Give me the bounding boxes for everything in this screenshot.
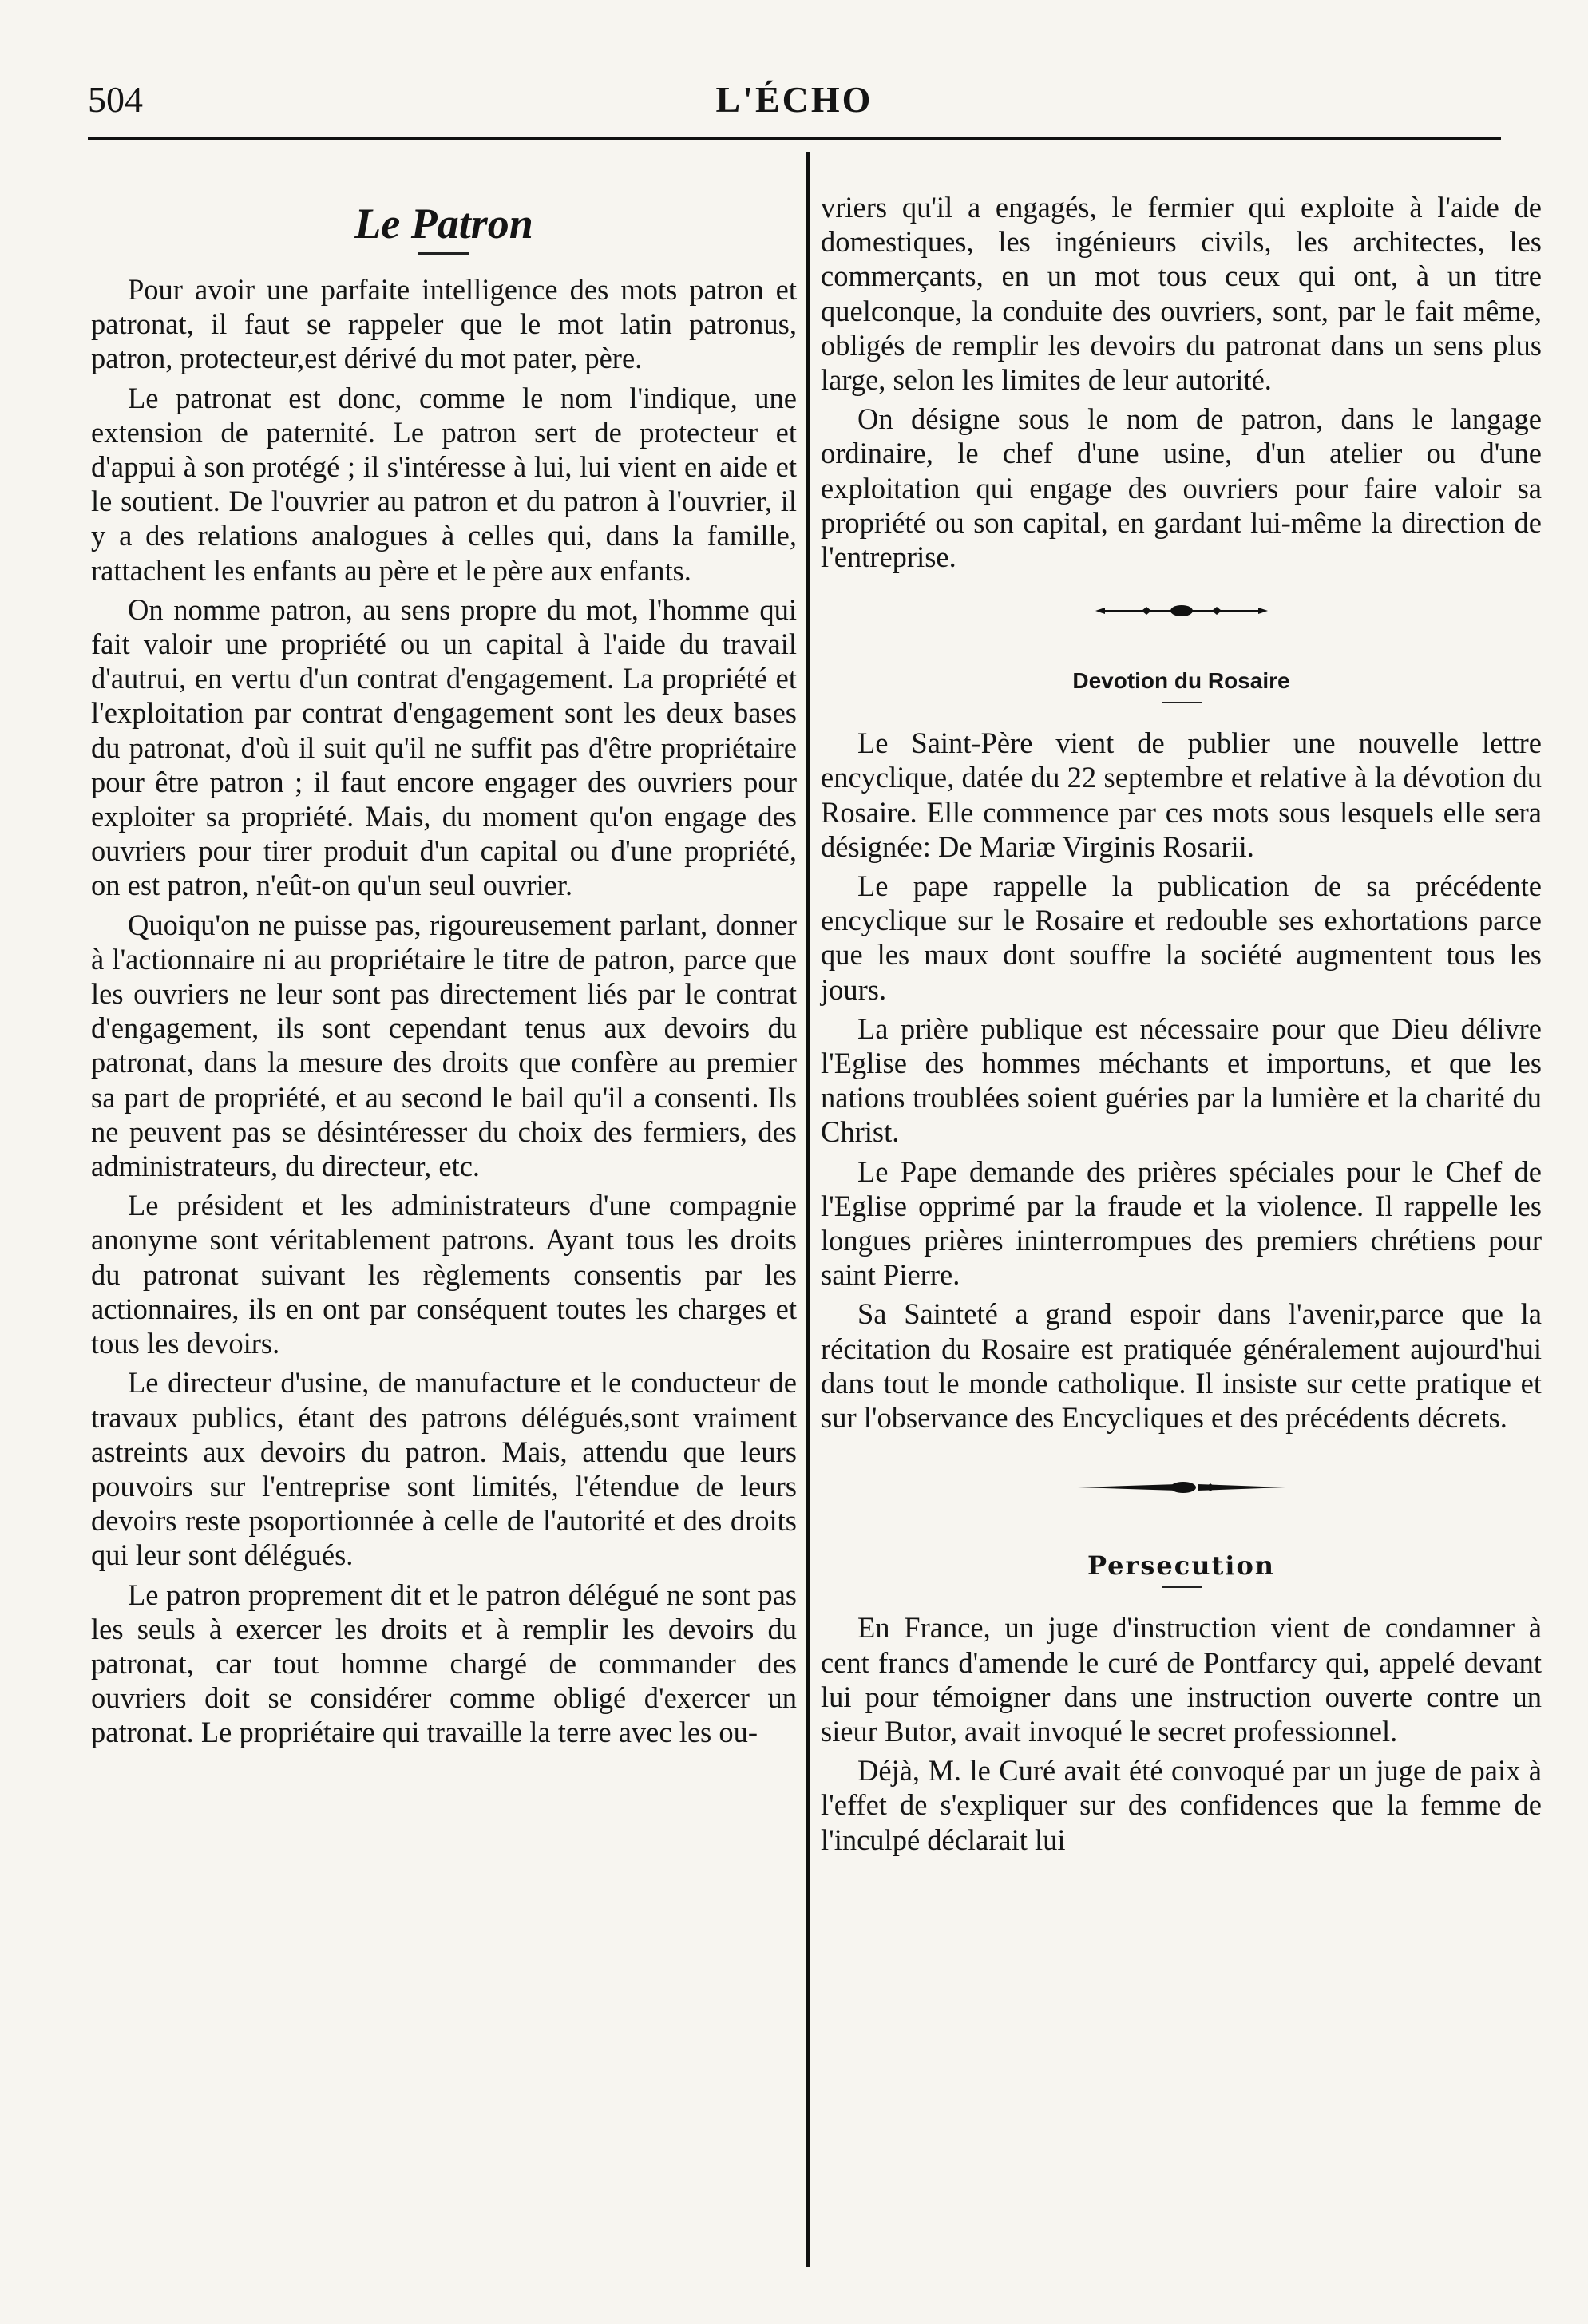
title-rule — [418, 252, 469, 255]
running-head — [88, 78, 1501, 134]
article-paragraph: Le président et les administrateurs d'une compagnie anonyme sont véritablement patrons. Ayant tous les droits du patronat suivant les règlements consentis par les actionnaires, ils en ont par conséquent toutes les charges et tous les devoirs. — [91, 1189, 797, 1360]
persecution-paragraph: Déjà, M. le Curé avait été convoqué par un juge de paix à l'effet de s'expliquer sur des confidences que la femme de l'inculpé déclarait lui — [821, 1754, 1542, 1856]
column-divider — [806, 152, 810, 2267]
article-paragraph-continued: vriers qu'il a engagés, le fermier qui exploite à l'aide de domestiques, les ingénieurs civils, les architectes, les commerçants, en un mot tous ceux qui ont, à un titre quelconque, la conduite des ouvriers, sont, par le fait même, obligés de remplir les devoirs du patronat dans un sens plus large, selon les limites de leur autorité. — [821, 191, 1542, 397]
right-column — [821, 190, 1542, 1862]
rosaire-paragraph: Le Saint-Père vient de publier une nouvelle lettre encyclique, datée du 22 septembre et relative à la dévotion du Rosaire. Elle commence par ces mots sous lesquels elle sera désignée: De Mariæ Virginis Rosarii. — [821, 726, 1542, 863]
rosaire-paragraph: Le Pape demande des prières spéciales pour le Chef de l'Eglise opprimé par la fraude et la violence. Il rappelle les longues prières ininterrompues des premiers chrétiens pour saint Pierre. — [821, 1154, 1542, 1292]
persecution-paragraph: En France, un juge d'instruction vient de condamner à cent francs d'amende le curé de Pontfarcy qui, appelé devant lui pour témoigner dans une instruction ouverte contre un sieur Butor, avait invoqué le secret professionnel. — [821, 1611, 1542, 1748]
rosaire-paragraph: Sa Sainteté a grand espoir dans l'avenir,parce que la récitation du Rosaire est pratiquée généralement aujourd'hui dans tout le monde catholique. Il insiste sur cette pratique et sur l'observance des Encycliques et des précédents décrets. — [821, 1297, 1542, 1435]
rosaire-paragraph: La prière publique est nécessaire pour que Dieu délivre l'Eglise des hommes méchants et importuns, et que les nations troublées soient guéries par la lumière et la charité du Christ. — [821, 1012, 1542, 1149]
header-rule — [88, 137, 1501, 140]
section-ornament — [1094, 603, 1269, 619]
section-ornament — [1078, 1479, 1285, 1495]
journal-title: L'ÉCHO — [715, 79, 873, 120]
article-paragraph: Le directeur d'usine, de manufacture et le conducteur de travaux publics, étant des patrons délégués,sont vraiment astreints aux devoirs du patron. Mais, attendu que leurs pouvoirs sur l'entreprise sont limités, l'étendue de leurs devoirs reste psoportionnée à celle de l'autorité et des droits qui leur sont délégués. — [91, 1366, 797, 1572]
article-title: Le Patron — [354, 200, 533, 247]
section-rule — [1162, 1586, 1202, 1588]
section-rule — [1162, 702, 1202, 703]
page-number: 504 — [88, 79, 143, 120]
section-title-persecution: Persecution — [1087, 1550, 1276, 1582]
rosaire-paragraph: Le pape rappelle la publication de sa précédente encyclique sur le Rosaire et redouble ses exhortations parce que les maux dont souffre la société augmentent tous les jours. — [821, 869, 1542, 1006]
left-column — [91, 188, 797, 1755]
article-paragraph: Quoiqu'on ne puisse pas, rigoureusement parlant, donner à l'actionnaire ni au propriétaire le titre de patron, parce que les ouvriers ne leur sont pas directement liés par le contrat d'engagement, ils sont cependant tenus aux devoirs du patronat, dans la mesure des droits que confère au premier sa part de propriété, et au second le bail qu'il a consenti. Ils ne peuvent pas se désintéresser du choix des fermiers, des administrateurs, du directeur, etc. — [91, 908, 797, 1183]
section-title-rosaire: Devotion du Rosaire — [1072, 668, 1290, 694]
article-paragraph: Pour avoir une parfaite intelligence des mots patron et patronat, il faut se rappeler que le mot latin patronus, patron, protecteur,est dérivé du mot pater, père. — [91, 273, 797, 375]
article-paragraph: Le patron proprement dit et le patron délégué ne sont pas les seuls à exercer les droits et à remplir les devoirs du patronat, car tout homme chargé de commander des ouvriers doit se considérer comme obligé d'exercer un patronat. Le propriétaire qui travaille la terre avec les ou- — [91, 1578, 797, 1749]
article-paragraph: On désigne sous le nom de patron, dans le langage ordinaire, le chef d'une usine, d'un atelier ou d'une exploitation qui engage des ouvriers pour faire valoir sa propriété ou son capital, en gardant lui-même la direction de l'entreprise. — [821, 402, 1542, 574]
article-paragraph: On nomme patron, au sens propre du mot, l'homme qui fait valoir une propriété ou un capital à l'aide du travail d'autrui, en vertu d'un contrat d'engagement. La propriété et l'exploitation par contrat d'engagement sont les deux bases du patronat, d'où il suit qu'il ne suffit pas d'être propriétaire pour être patron ; il faut encore engager des ouvriers pour exploiter sa propriété. Mais, du moment qu'on engage des ouvriers pour tirer produit d'un capital ou d'une propriété, on est patron, n'eût-on qu'un seul ouvrier. — [91, 592, 797, 902]
article-paragraph: Le patronat est donc, comme le nom l'indique, une extension de paternité. Le patron sert de protecteur et d'appui à son protégé ; il s'intéresse à lui, lui vient en aide et le soutient. De l'ouvrier au patron et du patron à l'ouvrier, il y a des relations analogues à celles qui, dans la famille, rattachent les enfants au père et le père aux enfants. — [91, 381, 797, 587]
